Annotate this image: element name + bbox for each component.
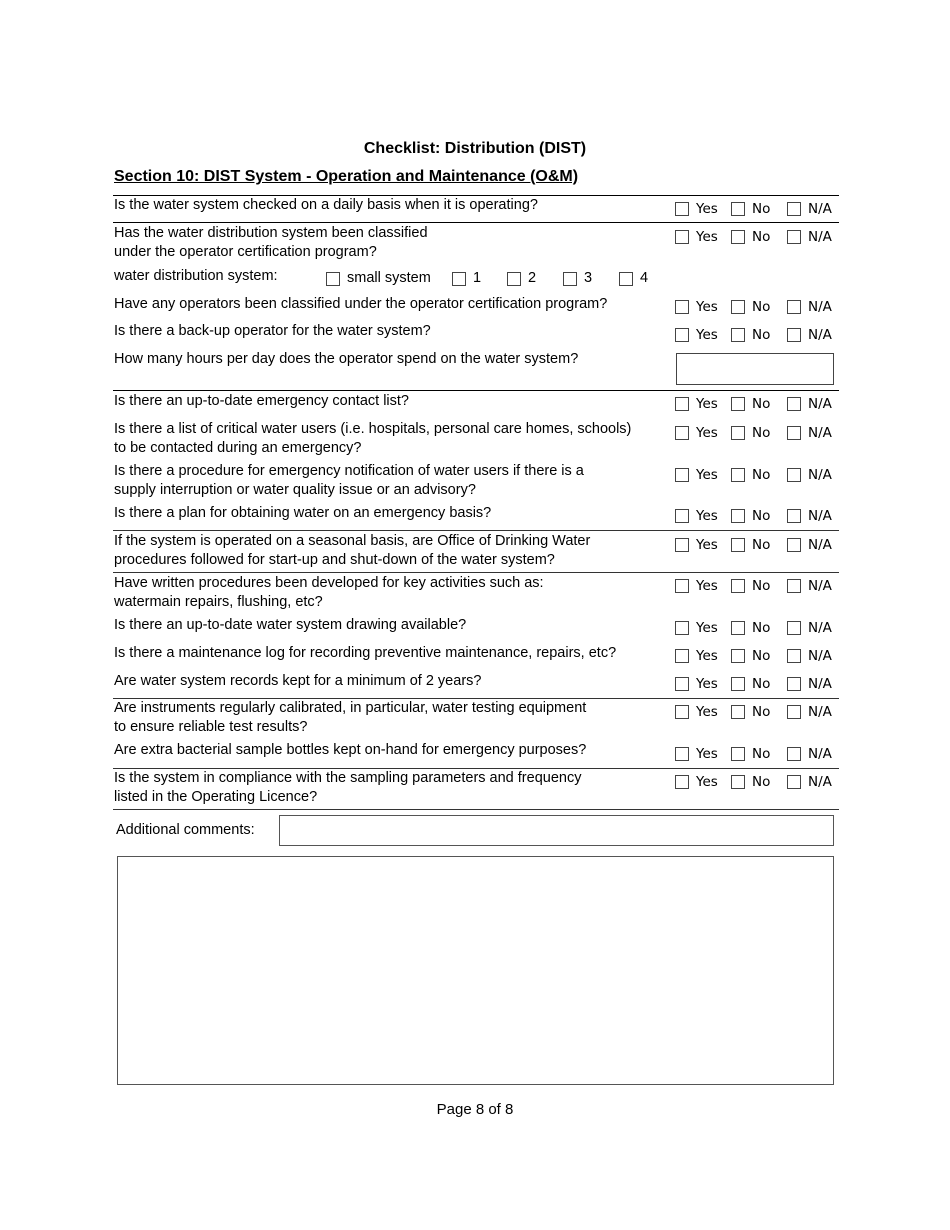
no-checkbox[interactable] xyxy=(731,579,745,593)
na-label: N/A xyxy=(808,620,832,636)
na-label: N/A xyxy=(808,508,832,524)
yes-label: Yes xyxy=(696,620,718,636)
question-text: Has the water distribution system been classified under the operator certification program? xyxy=(114,225,428,260)
no-label: No xyxy=(752,537,771,553)
row-divider xyxy=(113,809,839,810)
no-checkbox[interactable] xyxy=(731,468,745,482)
question-text: If the system is operated on a seasonal basis, are Office of Drinking Water procedures followed for start-up and shut-down of the water system? xyxy=(114,533,591,568)
yes-label: Yes xyxy=(696,299,718,315)
na-checkbox[interactable] xyxy=(787,621,801,635)
classification-checkbox[interactable] xyxy=(507,272,521,286)
na-checkbox[interactable] xyxy=(787,677,801,691)
yes-checkbox[interactable] xyxy=(675,538,689,552)
classification-option-label: small system xyxy=(347,270,431,286)
hours-per-day-input[interactable] xyxy=(676,353,834,385)
na-label: N/A xyxy=(808,676,832,692)
yes-label: Yes xyxy=(696,648,718,664)
yes-checkbox[interactable] xyxy=(675,202,689,216)
question-text: Have any operators been classified under the operator certification program? xyxy=(114,296,608,312)
no-checkbox[interactable] xyxy=(731,509,745,523)
yes-checkbox[interactable] xyxy=(675,579,689,593)
page-number: Page 8 of 8 xyxy=(436,1101,514,1118)
yes-label: Yes xyxy=(696,327,718,343)
yes-checkbox[interactable] xyxy=(675,426,689,440)
no-label: No xyxy=(752,746,771,762)
yes-label: Yes xyxy=(696,467,718,483)
na-label: N/A xyxy=(808,774,832,790)
no-checkbox[interactable] xyxy=(731,705,745,719)
classification-checkbox[interactable] xyxy=(563,272,577,286)
no-label: No xyxy=(752,229,771,245)
question-text: Is there an up-to-date water system drawing available? xyxy=(114,617,467,633)
classification-row xyxy=(114,268,674,290)
question-text: Is there an up-to-date emergency contact list? xyxy=(114,393,409,409)
no-checkbox[interactable] xyxy=(731,621,745,635)
na-checkbox[interactable] xyxy=(787,397,801,411)
row-divider xyxy=(113,530,839,531)
question-text: Are water system records kept for a minimum of 2 years? xyxy=(114,673,482,689)
na-label: N/A xyxy=(808,327,832,343)
no-label: No xyxy=(752,676,771,692)
yes-checkbox[interactable] xyxy=(675,300,689,314)
classification-option-label: 4 xyxy=(640,270,649,286)
document-title: Checklist: Distribution (DIST) xyxy=(363,140,587,157)
yes-checkbox[interactable] xyxy=(675,677,689,691)
question-text: Is there a list of critical water users (i.e. hospitals, personal care homes, schools) to be contacted during an emergency? xyxy=(114,421,632,456)
section-heading: Section 10: DIST System - Operation and Maintenance (O&M) xyxy=(114,168,579,185)
no-label: No xyxy=(752,201,771,217)
yes-label: Yes xyxy=(696,425,718,441)
no-checkbox[interactable] xyxy=(731,649,745,663)
row-divider xyxy=(113,390,839,391)
no-label: No xyxy=(752,620,771,636)
na-label: N/A xyxy=(808,537,832,553)
na-checkbox[interactable] xyxy=(787,705,801,719)
no-label: No xyxy=(752,327,771,343)
yes-checkbox[interactable] xyxy=(675,509,689,523)
yes-checkbox[interactable] xyxy=(675,621,689,635)
row-divider xyxy=(113,572,839,573)
yes-label: Yes xyxy=(696,676,718,692)
no-label: No xyxy=(752,774,771,790)
classification-option-label: 2 xyxy=(528,270,537,286)
no-label: No xyxy=(752,578,771,594)
classification-checkbox[interactable] xyxy=(619,272,633,286)
yes-checkbox[interactable] xyxy=(675,649,689,663)
na-label: N/A xyxy=(808,229,832,245)
no-label: No xyxy=(752,508,771,524)
yes-label: Yes xyxy=(696,396,718,412)
yes-label: Yes xyxy=(696,704,718,720)
no-checkbox[interactable] xyxy=(731,677,745,691)
question-text: Is the system in compliance with the sampling parameters and frequency listed in the Operating Licence? xyxy=(114,770,582,805)
additional-comments-label: Additional comments: xyxy=(116,822,255,838)
no-label: No xyxy=(752,648,771,664)
comments-textarea[interactable] xyxy=(117,856,834,1085)
na-label: N/A xyxy=(808,425,832,441)
yes-checkbox[interactable] xyxy=(675,747,689,761)
additional-comments-input[interactable] xyxy=(279,815,834,846)
na-checkbox[interactable] xyxy=(787,202,801,216)
row-divider xyxy=(113,222,839,223)
no-checkbox[interactable] xyxy=(731,747,745,761)
na-checkbox[interactable] xyxy=(787,538,801,552)
yes-label: Yes xyxy=(696,774,718,790)
classification-option-label: 3 xyxy=(584,270,593,286)
na-checkbox[interactable] xyxy=(787,468,801,482)
question-text: Are instruments regularly calibrated, in particular, water testing equipment to ensure reliable test results? xyxy=(114,700,587,735)
question-text: Is there a procedure for emergency notification of water users if there is a supply interruption or water quality issue or an advisory? xyxy=(114,463,584,498)
na-label: N/A xyxy=(808,578,832,594)
question-text: Is there a maintenance log for recording preventive maintenance, repairs, etc? xyxy=(114,645,617,661)
no-checkbox[interactable] xyxy=(731,300,745,314)
na-label: N/A xyxy=(808,201,832,217)
yes-label: Yes xyxy=(696,229,718,245)
no-label: No xyxy=(752,467,771,483)
no-checkbox[interactable] xyxy=(731,426,745,440)
na-checkbox[interactable] xyxy=(787,775,801,789)
na-checkbox[interactable] xyxy=(787,230,801,244)
no-checkbox[interactable] xyxy=(731,775,745,789)
no-label: No xyxy=(752,425,771,441)
classification-option-label: 1 xyxy=(473,270,482,286)
question-text: Is there a back-up operator for the water system? xyxy=(114,323,431,339)
yes-checkbox[interactable] xyxy=(675,397,689,411)
na-label: N/A xyxy=(808,396,832,412)
question-text: Are extra bacterial sample bottles kept on-hand for emergency purposes? xyxy=(114,742,587,758)
no-checkbox[interactable] xyxy=(731,328,745,342)
na-checkbox[interactable] xyxy=(787,649,801,663)
yes-label: Yes xyxy=(696,578,718,594)
na-label: N/A xyxy=(808,648,832,664)
na-checkbox[interactable] xyxy=(787,747,801,761)
na-label: N/A xyxy=(808,299,832,315)
na-checkbox[interactable] xyxy=(787,426,801,440)
no-checkbox[interactable] xyxy=(731,230,745,244)
na-checkbox[interactable] xyxy=(787,509,801,523)
classification-checkbox[interactable] xyxy=(452,272,466,286)
question-text: Is there a plan for obtaining water on an emergency basis? xyxy=(114,505,492,521)
yes-checkbox[interactable] xyxy=(675,775,689,789)
na-label: N/A xyxy=(808,467,832,483)
yes-label: Yes xyxy=(696,746,718,762)
no-checkbox[interactable] xyxy=(731,202,745,216)
question-text: How many hours per day does the operator spend on the water system? xyxy=(114,351,579,367)
no-checkbox[interactable] xyxy=(731,397,745,411)
question-text: Have written procedures been developed for key activities such as: watermain repairs, flushing, etc? xyxy=(114,575,544,610)
no-label: No xyxy=(752,396,771,412)
na-label: N/A xyxy=(808,746,832,762)
yes-label: Yes xyxy=(696,201,718,217)
classification-label: water distribution system: xyxy=(114,268,278,284)
na-checkbox[interactable] xyxy=(787,328,801,342)
no-label: No xyxy=(752,704,771,720)
na-checkbox[interactable] xyxy=(787,579,801,593)
na-checkbox[interactable] xyxy=(787,300,801,314)
yes-checkbox[interactable] xyxy=(675,705,689,719)
yes-checkbox[interactable] xyxy=(675,468,689,482)
yes-label: Yes xyxy=(696,537,718,553)
yes-label: Yes xyxy=(696,508,718,524)
classification-checkbox[interactable] xyxy=(326,272,340,286)
no-checkbox[interactable] xyxy=(731,538,745,552)
no-label: No xyxy=(752,299,771,315)
question-text: Is the water system checked on a daily basis when it is operating? xyxy=(114,197,538,213)
yes-checkbox[interactable] xyxy=(675,328,689,342)
yes-checkbox[interactable] xyxy=(675,230,689,244)
na-label: N/A xyxy=(808,704,832,720)
